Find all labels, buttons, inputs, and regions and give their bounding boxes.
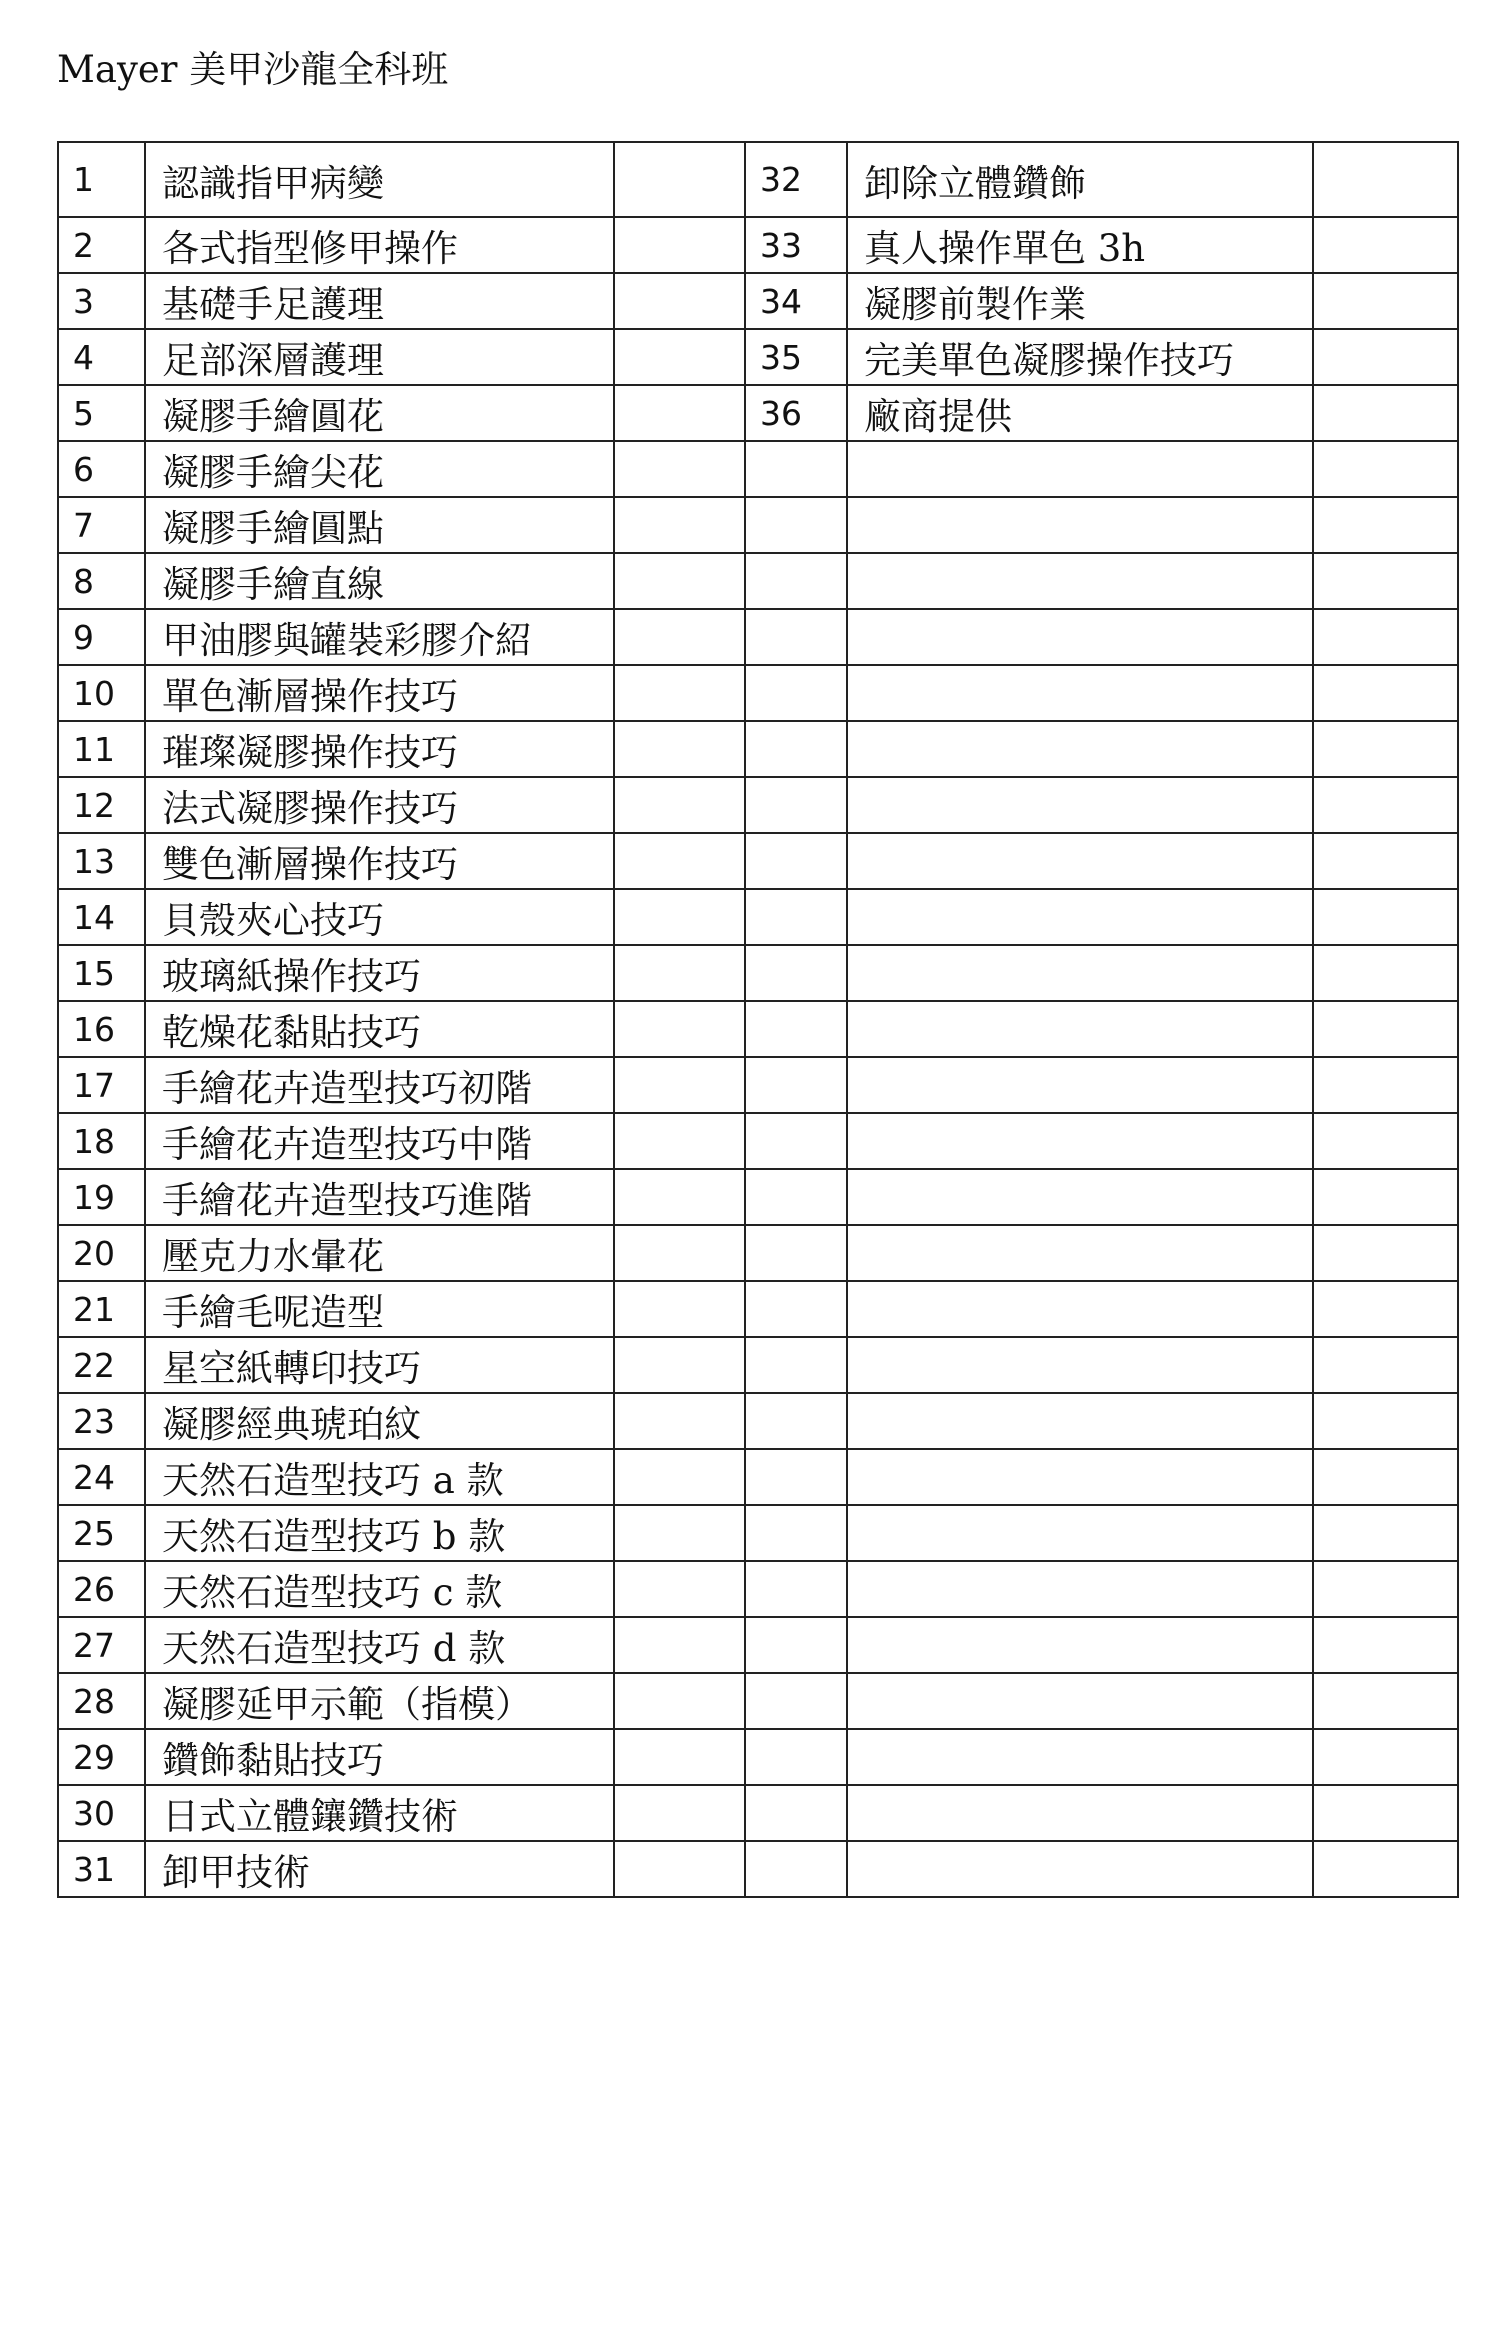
right-number-cell bbox=[745, 609, 847, 665]
right-number-cell bbox=[745, 1113, 847, 1169]
right-course-name-cell bbox=[847, 945, 1313, 1001]
left-number-cell: 30 bbox=[58, 1785, 145, 1841]
table-row bbox=[58, 1001, 1458, 1057]
left-course-name-cell: 凝膠手繪直線 bbox=[145, 553, 614, 609]
left-number-cell: 23 bbox=[58, 1393, 145, 1449]
right-number-cell bbox=[745, 1505, 847, 1561]
left-number-cell: 14 bbox=[58, 889, 145, 945]
right-blank-cell bbox=[1313, 1841, 1458, 1897]
left-blank-cell bbox=[614, 721, 745, 777]
left-number-cell: 11 bbox=[58, 721, 145, 777]
right-blank-cell bbox=[1313, 1729, 1458, 1785]
right-number-cell: 36 bbox=[745, 385, 847, 441]
left-number-cell: 27 bbox=[58, 1617, 145, 1673]
left-number-cell: 17 bbox=[58, 1057, 145, 1113]
left-course-name-cell: 手繪花卉造型技巧初階 bbox=[145, 1057, 614, 1113]
right-course-name-cell bbox=[847, 1169, 1313, 1225]
left-blank-cell bbox=[614, 1785, 745, 1841]
right-blank-cell bbox=[1313, 142, 1458, 217]
left-course-name-cell: 法式凝膠操作技巧 bbox=[145, 777, 614, 833]
left-course-name-cell: 凝膠延甲示範（指模） bbox=[145, 1673, 614, 1729]
table-row bbox=[58, 609, 1458, 665]
right-number-cell bbox=[745, 1785, 847, 1841]
table-row bbox=[58, 833, 1458, 889]
right-number-cell bbox=[745, 665, 847, 721]
left-number-cell: 12 bbox=[58, 777, 145, 833]
left-number-cell: 5 bbox=[58, 385, 145, 441]
right-blank-cell bbox=[1313, 1673, 1458, 1729]
table-row bbox=[58, 385, 1458, 441]
right-blank-cell bbox=[1313, 497, 1458, 553]
right-number-cell bbox=[745, 945, 847, 1001]
right-number-cell bbox=[745, 1225, 847, 1281]
right-blank-cell bbox=[1313, 777, 1458, 833]
right-blank-cell bbox=[1313, 441, 1458, 497]
right-course-name-cell: 凝膠前製作業 bbox=[847, 273, 1313, 329]
right-course-name-cell bbox=[847, 1617, 1313, 1673]
right-number-cell bbox=[745, 1729, 847, 1785]
left-course-name-cell: 手繪毛呢造型 bbox=[145, 1281, 614, 1337]
table-row bbox=[58, 1393, 1458, 1449]
table-row bbox=[58, 1337, 1458, 1393]
right-course-name-cell bbox=[847, 1001, 1313, 1057]
right-course-name-cell bbox=[847, 1281, 1313, 1337]
right-blank-cell bbox=[1313, 553, 1458, 609]
left-course-name-cell: 凝膠經典琥珀紋 bbox=[145, 1393, 614, 1449]
left-course-name-cell: 天然石造型技巧 a 款 bbox=[145, 1449, 614, 1505]
left-blank-cell bbox=[614, 553, 745, 609]
left-course-name-cell: 凝膠手繪尖花 bbox=[145, 441, 614, 497]
left-number-cell: 25 bbox=[58, 1505, 145, 1561]
right-blank-cell bbox=[1313, 217, 1458, 273]
table-row bbox=[58, 142, 1458, 217]
right-number-cell bbox=[745, 1001, 847, 1057]
table-row bbox=[58, 665, 1458, 721]
left-blank-cell bbox=[614, 945, 745, 1001]
left-course-name-cell: 各式指型修甲操作 bbox=[145, 217, 614, 273]
right-course-name-cell: 完美單色凝膠操作技巧 bbox=[847, 329, 1313, 385]
left-blank-cell bbox=[614, 385, 745, 441]
left-course-name-cell: 單色漸層操作技巧 bbox=[145, 665, 614, 721]
left-number-cell: 18 bbox=[58, 1113, 145, 1169]
left-number-cell: 28 bbox=[58, 1673, 145, 1729]
right-course-name-cell bbox=[847, 1673, 1313, 1729]
right-blank-cell bbox=[1313, 1561, 1458, 1617]
table-row bbox=[58, 1169, 1458, 1225]
left-number-cell: 19 bbox=[58, 1169, 145, 1225]
right-course-name-cell bbox=[847, 889, 1313, 945]
right-number-cell bbox=[745, 1169, 847, 1225]
table-row bbox=[58, 217, 1458, 273]
left-blank-cell bbox=[614, 833, 745, 889]
right-number-cell: 34 bbox=[745, 273, 847, 329]
table-row bbox=[58, 497, 1458, 553]
left-course-name-cell: 貝殼夾心技巧 bbox=[145, 889, 614, 945]
right-blank-cell bbox=[1313, 1617, 1458, 1673]
left-course-name-cell: 凝膠手繪圓點 bbox=[145, 497, 614, 553]
table-row bbox=[58, 329, 1458, 385]
right-number-cell bbox=[745, 553, 847, 609]
right-course-name-cell bbox=[847, 833, 1313, 889]
right-course-name-cell bbox=[847, 609, 1313, 665]
right-number-cell bbox=[745, 441, 847, 497]
table-row bbox=[58, 721, 1458, 777]
page-title: Mayer 美甲沙龍全科班 bbox=[57, 48, 449, 91]
right-blank-cell bbox=[1313, 1449, 1458, 1505]
right-course-name-cell bbox=[847, 497, 1313, 553]
right-course-name-cell: 真人操作單色 3h bbox=[847, 217, 1313, 273]
left-number-cell: 22 bbox=[58, 1337, 145, 1393]
right-number-cell bbox=[745, 497, 847, 553]
right-course-name-cell bbox=[847, 1057, 1313, 1113]
left-number-cell: 13 bbox=[58, 833, 145, 889]
left-course-name-cell: 日式立體鑲鑽技術 bbox=[145, 1785, 614, 1841]
right-number-cell bbox=[745, 1057, 847, 1113]
left-course-name-cell: 天然石造型技巧 b 款 bbox=[145, 1505, 614, 1561]
left-course-name-cell: 基礎手足護理 bbox=[145, 273, 614, 329]
table-row bbox=[58, 1785, 1458, 1841]
left-number-cell: 7 bbox=[58, 497, 145, 553]
right-number-cell bbox=[745, 1617, 847, 1673]
right-blank-cell bbox=[1313, 721, 1458, 777]
left-number-cell: 26 bbox=[58, 1561, 145, 1617]
right-number-cell bbox=[745, 1337, 847, 1393]
right-number-cell: 35 bbox=[745, 329, 847, 385]
left-course-name-cell: 手繪花卉造型技巧進階 bbox=[145, 1169, 614, 1225]
right-blank-cell bbox=[1313, 889, 1458, 945]
left-blank-cell bbox=[614, 1617, 745, 1673]
course-table bbox=[57, 141, 1459, 1898]
table-row bbox=[58, 945, 1458, 1001]
right-blank-cell bbox=[1313, 385, 1458, 441]
left-number-cell: 3 bbox=[58, 273, 145, 329]
table-row bbox=[58, 273, 1458, 329]
left-blank-cell bbox=[614, 665, 745, 721]
right-blank-cell bbox=[1313, 945, 1458, 1001]
left-course-name-cell: 手繪花卉造型技巧中階 bbox=[145, 1113, 614, 1169]
right-course-name-cell bbox=[847, 1561, 1313, 1617]
right-course-name-cell: 卸除立體鑽飾 bbox=[847, 142, 1313, 217]
left-course-name-cell: 玻璃紙操作技巧 bbox=[145, 945, 614, 1001]
left-number-cell: 31 bbox=[58, 1841, 145, 1897]
right-course-name-cell bbox=[847, 1841, 1313, 1897]
right-number-cell bbox=[745, 833, 847, 889]
left-number-cell: 8 bbox=[58, 553, 145, 609]
left-course-name-cell: 乾燥花黏貼技巧 bbox=[145, 1001, 614, 1057]
left-course-name-cell: 鑽飾黏貼技巧 bbox=[145, 1729, 614, 1785]
right-course-name-cell bbox=[847, 1337, 1313, 1393]
left-blank-cell bbox=[614, 1673, 745, 1729]
left-blank-cell bbox=[614, 1729, 745, 1785]
left-blank-cell bbox=[614, 1169, 745, 1225]
left-number-cell: 16 bbox=[58, 1001, 145, 1057]
right-number-cell: 33 bbox=[745, 217, 847, 273]
right-course-name-cell bbox=[847, 1785, 1313, 1841]
right-number-cell bbox=[745, 1281, 847, 1337]
right-course-name-cell bbox=[847, 553, 1313, 609]
table-row bbox=[58, 1617, 1458, 1673]
right-number-cell bbox=[745, 1449, 847, 1505]
left-course-name-cell: 天然石造型技巧 c 款 bbox=[145, 1561, 614, 1617]
right-blank-cell bbox=[1313, 833, 1458, 889]
right-course-name-cell bbox=[847, 1505, 1313, 1561]
left-number-cell: 4 bbox=[58, 329, 145, 385]
left-number-cell: 24 bbox=[58, 1449, 145, 1505]
left-blank-cell bbox=[614, 609, 745, 665]
left-number-cell: 10 bbox=[58, 665, 145, 721]
right-number-cell bbox=[745, 1561, 847, 1617]
left-blank-cell bbox=[614, 1057, 745, 1113]
left-blank-cell bbox=[614, 441, 745, 497]
right-course-name-cell bbox=[847, 1225, 1313, 1281]
table-body bbox=[58, 142, 1458, 1897]
table-row bbox=[58, 889, 1458, 945]
left-blank-cell bbox=[614, 497, 745, 553]
table-row bbox=[58, 1225, 1458, 1281]
right-blank-cell bbox=[1313, 609, 1458, 665]
table-row bbox=[58, 1281, 1458, 1337]
right-blank-cell bbox=[1313, 1169, 1458, 1225]
left-blank-cell bbox=[614, 142, 745, 217]
right-blank-cell bbox=[1313, 1281, 1458, 1337]
left-blank-cell bbox=[614, 889, 745, 945]
right-number-cell bbox=[745, 777, 847, 833]
left-blank-cell bbox=[614, 1337, 745, 1393]
left-course-name-cell: 壓克力水暈花 bbox=[145, 1225, 614, 1281]
left-course-name-cell: 足部深層護理 bbox=[145, 329, 614, 385]
left-number-cell: 2 bbox=[58, 217, 145, 273]
right-course-name-cell bbox=[847, 665, 1313, 721]
left-blank-cell bbox=[614, 1113, 745, 1169]
right-blank-cell bbox=[1313, 329, 1458, 385]
right-number-cell bbox=[745, 721, 847, 777]
right-blank-cell bbox=[1313, 1337, 1458, 1393]
right-blank-cell bbox=[1313, 665, 1458, 721]
left-blank-cell bbox=[614, 1393, 745, 1449]
table-row bbox=[58, 1841, 1458, 1897]
right-blank-cell bbox=[1313, 1393, 1458, 1449]
right-blank-cell bbox=[1313, 1001, 1458, 1057]
left-blank-cell bbox=[614, 1225, 745, 1281]
right-blank-cell bbox=[1313, 1057, 1458, 1113]
left-blank-cell bbox=[614, 1281, 745, 1337]
table-row bbox=[58, 1505, 1458, 1561]
left-number-cell: 20 bbox=[58, 1225, 145, 1281]
right-number-cell bbox=[745, 1841, 847, 1897]
right-number-cell bbox=[745, 889, 847, 945]
right-number-cell bbox=[745, 1393, 847, 1449]
left-blank-cell bbox=[614, 329, 745, 385]
right-blank-cell bbox=[1313, 1225, 1458, 1281]
right-course-name-cell bbox=[847, 1729, 1313, 1785]
right-blank-cell bbox=[1313, 273, 1458, 329]
left-number-cell: 1 bbox=[58, 142, 145, 217]
right-blank-cell bbox=[1313, 1505, 1458, 1561]
left-blank-cell bbox=[614, 1841, 745, 1897]
left-number-cell: 15 bbox=[58, 945, 145, 1001]
left-course-name-cell: 甲油膠與罐裝彩膠介紹 bbox=[145, 609, 614, 665]
right-course-name-cell bbox=[847, 441, 1313, 497]
left-blank-cell bbox=[614, 777, 745, 833]
right-course-name-cell bbox=[847, 1113, 1313, 1169]
right-course-name-cell: 廠商提供 bbox=[847, 385, 1313, 441]
table-row bbox=[58, 777, 1458, 833]
left-blank-cell bbox=[614, 1505, 745, 1561]
left-course-name-cell: 璀璨凝膠操作技巧 bbox=[145, 721, 614, 777]
right-blank-cell bbox=[1313, 1113, 1458, 1169]
right-blank-cell bbox=[1313, 1785, 1458, 1841]
left-course-name-cell: 凝膠手繪圓花 bbox=[145, 385, 614, 441]
left-blank-cell bbox=[614, 1561, 745, 1617]
table-row bbox=[58, 1113, 1458, 1169]
right-course-name-cell bbox=[847, 777, 1313, 833]
right-number-cell bbox=[745, 1673, 847, 1729]
right-course-name-cell bbox=[847, 721, 1313, 777]
table-row bbox=[58, 1561, 1458, 1617]
right-course-name-cell bbox=[847, 1449, 1313, 1505]
right-course-name-cell bbox=[847, 1393, 1313, 1449]
left-number-cell: 6 bbox=[58, 441, 145, 497]
left-number-cell: 29 bbox=[58, 1729, 145, 1785]
table-row bbox=[58, 1673, 1458, 1729]
left-blank-cell bbox=[614, 1449, 745, 1505]
left-course-name-cell: 雙色漸層操作技巧 bbox=[145, 833, 614, 889]
table-row bbox=[58, 441, 1458, 497]
table-row bbox=[58, 1729, 1458, 1785]
table-row bbox=[58, 1057, 1458, 1113]
left-number-cell: 21 bbox=[58, 1281, 145, 1337]
left-number-cell: 9 bbox=[58, 609, 145, 665]
left-course-name-cell: 天然石造型技巧 d 款 bbox=[145, 1617, 614, 1673]
left-course-name-cell: 星空紙轉印技巧 bbox=[145, 1337, 614, 1393]
left-blank-cell bbox=[614, 217, 745, 273]
table-row bbox=[58, 1449, 1458, 1505]
left-course-name-cell: 認識指甲病變 bbox=[145, 142, 614, 217]
left-blank-cell bbox=[614, 273, 745, 329]
left-blank-cell bbox=[614, 1001, 745, 1057]
table-row bbox=[58, 553, 1458, 609]
right-number-cell: 32 bbox=[745, 142, 847, 217]
left-course-name-cell: 卸甲技術 bbox=[145, 1841, 614, 1897]
